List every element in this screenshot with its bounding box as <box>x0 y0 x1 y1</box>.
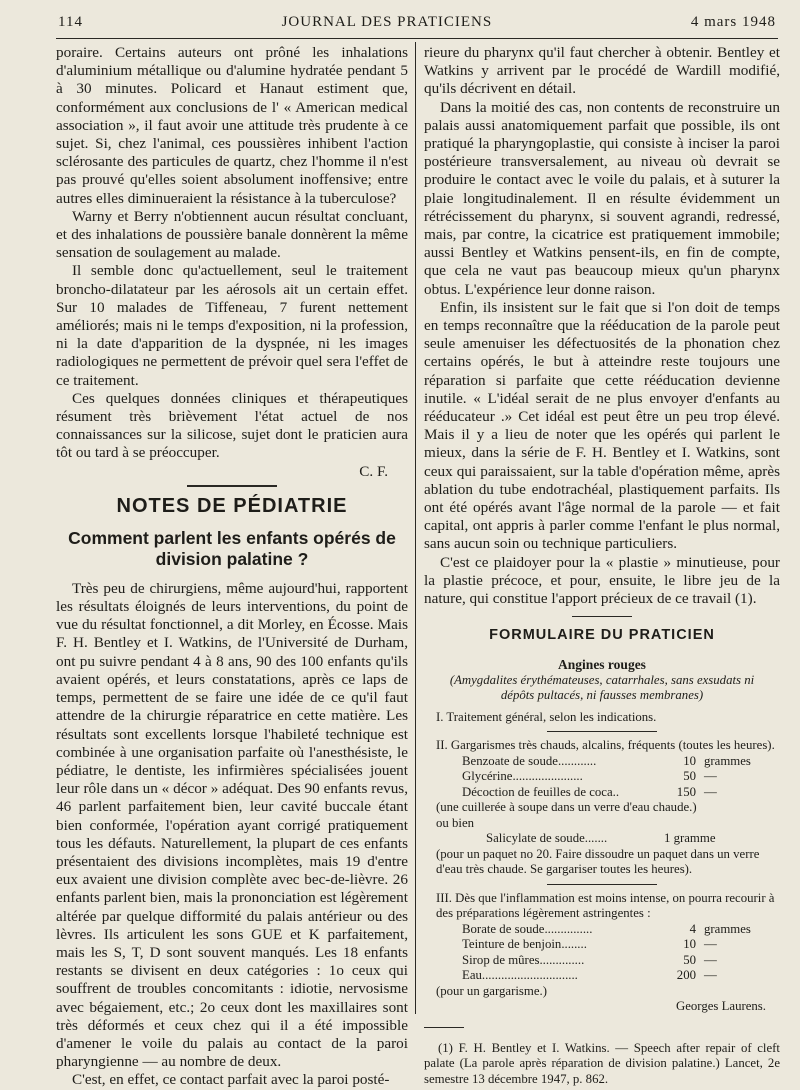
prescription-title: Angines rouges <box>558 657 646 673</box>
paragraph: C'est ce plaidoyer pour la « plastie » minutieuse, pour la plastie précoce, et pour, ensuite, le libre jeu de la nature, qui constitue l'apport précieux de ce travail (1). <box>424 553 780 608</box>
paragraph: C'est, en effet, ce contact parfait avec la paroi posté- <box>72 1071 390 1089</box>
rx-ingredient: Sirop de mûres.............. 50 — <box>462 952 717 967</box>
section-title: NOTES DE PÉDIATRIE <box>116 494 348 517</box>
column-divider <box>415 42 416 1014</box>
footnote: (1) F. H. Bentley et I. Watkins. — Speech after repair of cleft palate (La parole après réparation de division palatine.) Lancet, 2e semestre 13 décembre 1947, p. 862. <box>424 1040 780 1086</box>
section-rule <box>572 616 632 617</box>
rx-note: (une cuillerée à soupe dans un verre d'eau chaude.) <box>436 800 697 815</box>
paragraph: Warny et Berry n'obtiennent aucun résultat concluant, et des inhalations de poussière banale donnèrent la même sensation de soulagement au malade. <box>56 207 408 262</box>
rx-step-2: II. Gargarismes très chauds, alcalins, fréquents (toutes les heures). <box>436 738 775 753</box>
rx-ingredient: Glycérine...................... 50 — <box>462 769 717 784</box>
rx-step-3: III. Dès que l'inflammation est moins intense, on pourra recourir à des préparations légèrement astringentes : <box>436 890 775 921</box>
article-title: Comment parlent les enfants opérés de division palatine ? <box>68 527 396 569</box>
paragraph: rieure du pharynx qu'il faut chercher à obtenir. Bentley et Watkins y arrivent par le procédé de Wardill modifié, qu'ils décrivent en détail. <box>424 44 780 98</box>
rx-ingredient: Benzoate de soude............ 10 grammes <box>462 753 751 768</box>
rx-or: ou bien <box>436 815 475 830</box>
rx-step-1: I. Traitement général, selon les indications. <box>436 709 657 724</box>
rx-note: (pour un gargarisme.) <box>436 983 547 998</box>
prescription-subtitle: (Amygdalites érythémateuses, catarrhales, sans exsudats ni <box>449 672 755 687</box>
right-column <box>424 44 780 1086</box>
rx-note: (pour un paquet no 20. Faire dissoudre un paquet dans un verre d'eau très chaude. Se gargariser toutes les heures). <box>436 846 760 877</box>
author-initials: C. F. <box>359 462 388 480</box>
header-rule <box>56 38 778 39</box>
rx-ingredient: Eau.............................. 200 — <box>462 968 717 983</box>
footnote-rule <box>424 1027 464 1028</box>
paragraph: Il semble donc qu'actuellement, seul le traitement broncho-dilatateur par les aérosols ait un certain effet. Sur 10 malades de Tiffeneau, 7 furent nettement améliorés; mais ni le temps d'exposition, ni la profession, ni la date d'apparition de la dyspnée, ni les images radiologiques ne permettent de prévoir quel sera l'effet de ce traitement. <box>56 262 408 389</box>
issue-date: 4 mars 1948 <box>690 13 776 30</box>
left-column <box>56 44 408 1089</box>
section-rule <box>187 485 277 487</box>
rx-rule <box>547 731 657 732</box>
journal-title: JOURNAL DES PRATICIENS <box>281 13 493 30</box>
paragraph: poraire. Certains auteurs ont prôné les inhalations d'aluminium métallique ou d'alumine hydratée pendant 5 à 30 minutes. Policard et Hanaut estiment que, conformément aux conclusions de l' « American medical association », il faut avoir une attitude très prudente à ce sujet. Si, chez l'animal, ces poussières inhibent l'action sclérosante des particules de quartz, chez l'homme il n'est pas prouvé qu'elles soient absolument inoffensive; entre autres elles diminueraient la résistance à la tuberculose? <box>56 44 408 207</box>
prescription-subtitle: dépôts pultacés, ni fausses membranes) <box>500 688 704 703</box>
page-number: 114 <box>58 13 83 30</box>
running-head <box>58 10 776 34</box>
prescription-block <box>424 657 780 1015</box>
rx-rule <box>547 884 657 885</box>
rx-ingredient: Décoction de feuilles de coca.. 150 — <box>462 784 717 799</box>
paragraph: Dans la moitié des cas, non contents de reconstruire un palais aussi anatomiquement parfait que possible, ils ont pratiqué la pharyngoplastie, qui consiste à inciser la paroi postérieure transversalement, au niveau où devrait se produire le contact avec le voile du palais, et à suturer la plaie longitudinalement. Il en résulte évidemment un rétrécissement du pharynx, si souvent agrandi, redressé, mais, par contre, la cicatrice est pratiquement immobile; aussi Bentley et Watkins pensent-ils, en fin de compte, que cela ne vaut pas beaucoup mieux qu'un pharynx obtus. L'expérience leur donne raison. <box>424 98 780 298</box>
rx-ingredient: Salicylate de soude....... 1 gramme <box>486 831 716 846</box>
paragraph: Très peu de chirurgiens, même aujourd'hui, rapportent les résultats éloignés de leurs interventions, du point de vue du résultat fonctionnel, a dit Morley, en Écosse. Mais F. H. Bentley et I. Watkins, de l'Université de Durham, ont pu suivre pendant 4 à 8 ans, 90 des 100 enfants qu'ils avaient opérés, et leurs constatations, après ce laps de temps, permettent de se faire une idée de ce qu'il faut attendre de la chirurgie réparatrice en cette matière. Les résultats sont excellents lorsque l'habileté technique est combinée à une organisation parfaite où l'anesthésiste, le pédiatre, le dentiste, les infirmières spécialisées jouent leur rôle dans un « décor » adéquat. Des 90 enfants revus, 46 parlent parfaitement bien, leur cavité buccale étant bien conformée, l'opération ayant corrigé pratiquement tous les défauts. Naturellement, la plupart de ces enfants présentaient des divisions incomplètes, mais 19 d'entre eux avaient une division complète avec bec-de-lièvre. 26 enfants parlent bien, mais la prononciation est légèrement altérée par quelque difformité du palais antérieur ou des lèvres. Ils articulent les sons GUE et K parfaitement, mais les S, T, D sont souvent manqués. Les 18 enfants restants se divisent en deux catégories : 1o ceux qui souffrent de troubles concomitants : idiotie, nervosisme avec bégaiement, etc.; 2o ceux dont les maxillaires sont très déformés et ceux chez qui il a été impossible d'amener le voile du palais au contact de la paroi pharyngienne — au nombre de deux. <box>56 579 408 1071</box>
paragraph: Ces quelques données cliniques et thérapeutiques résument très brièvement l'état actuel de nos connaissances sur la silicose, sujet dont le praticien aura tôt ou tard à se préoccuper. <box>56 389 408 462</box>
paragraph: Enfin, ils insistent sur le fait que si l'on doit de temps en temps reconnaître que la rééducation de la parole peut seule amenuiser les défectuosités de la phonation chez certains opérés, le but à atteindre reste toujours une réparation si parfaite que cette rééducation devienne inutile. « L'idéal serait de ne plus envoyer d'enfants au rééducateur .» Cet idéal est peut être un peu trop élevé. Mais il y a lieu de noter que les opérés qui parlent le mieux, dans la série de F. H. Bentley et I. Watkins, sont ceux qui paraissaient, sur la table d'opération même, après ablation du tube endotrachéal, plastiquement parfaits. Ils ont été opérés avant l'âge normal de la parole — et fait capital, ont appris à parler comme l'enfant le plus normal, sans aucun soin ou technique particuliers. <box>424 298 780 553</box>
formulary-title: FORMULAIRE DU PRATICIEN <box>489 627 715 644</box>
rx-ingredient: Teinture de benjoin........ 10 — <box>462 937 717 952</box>
rx-ingredient: Borate de soude............... 4 grammes <box>462 921 751 936</box>
rx-signature: Georges Laurens. <box>675 999 766 1014</box>
